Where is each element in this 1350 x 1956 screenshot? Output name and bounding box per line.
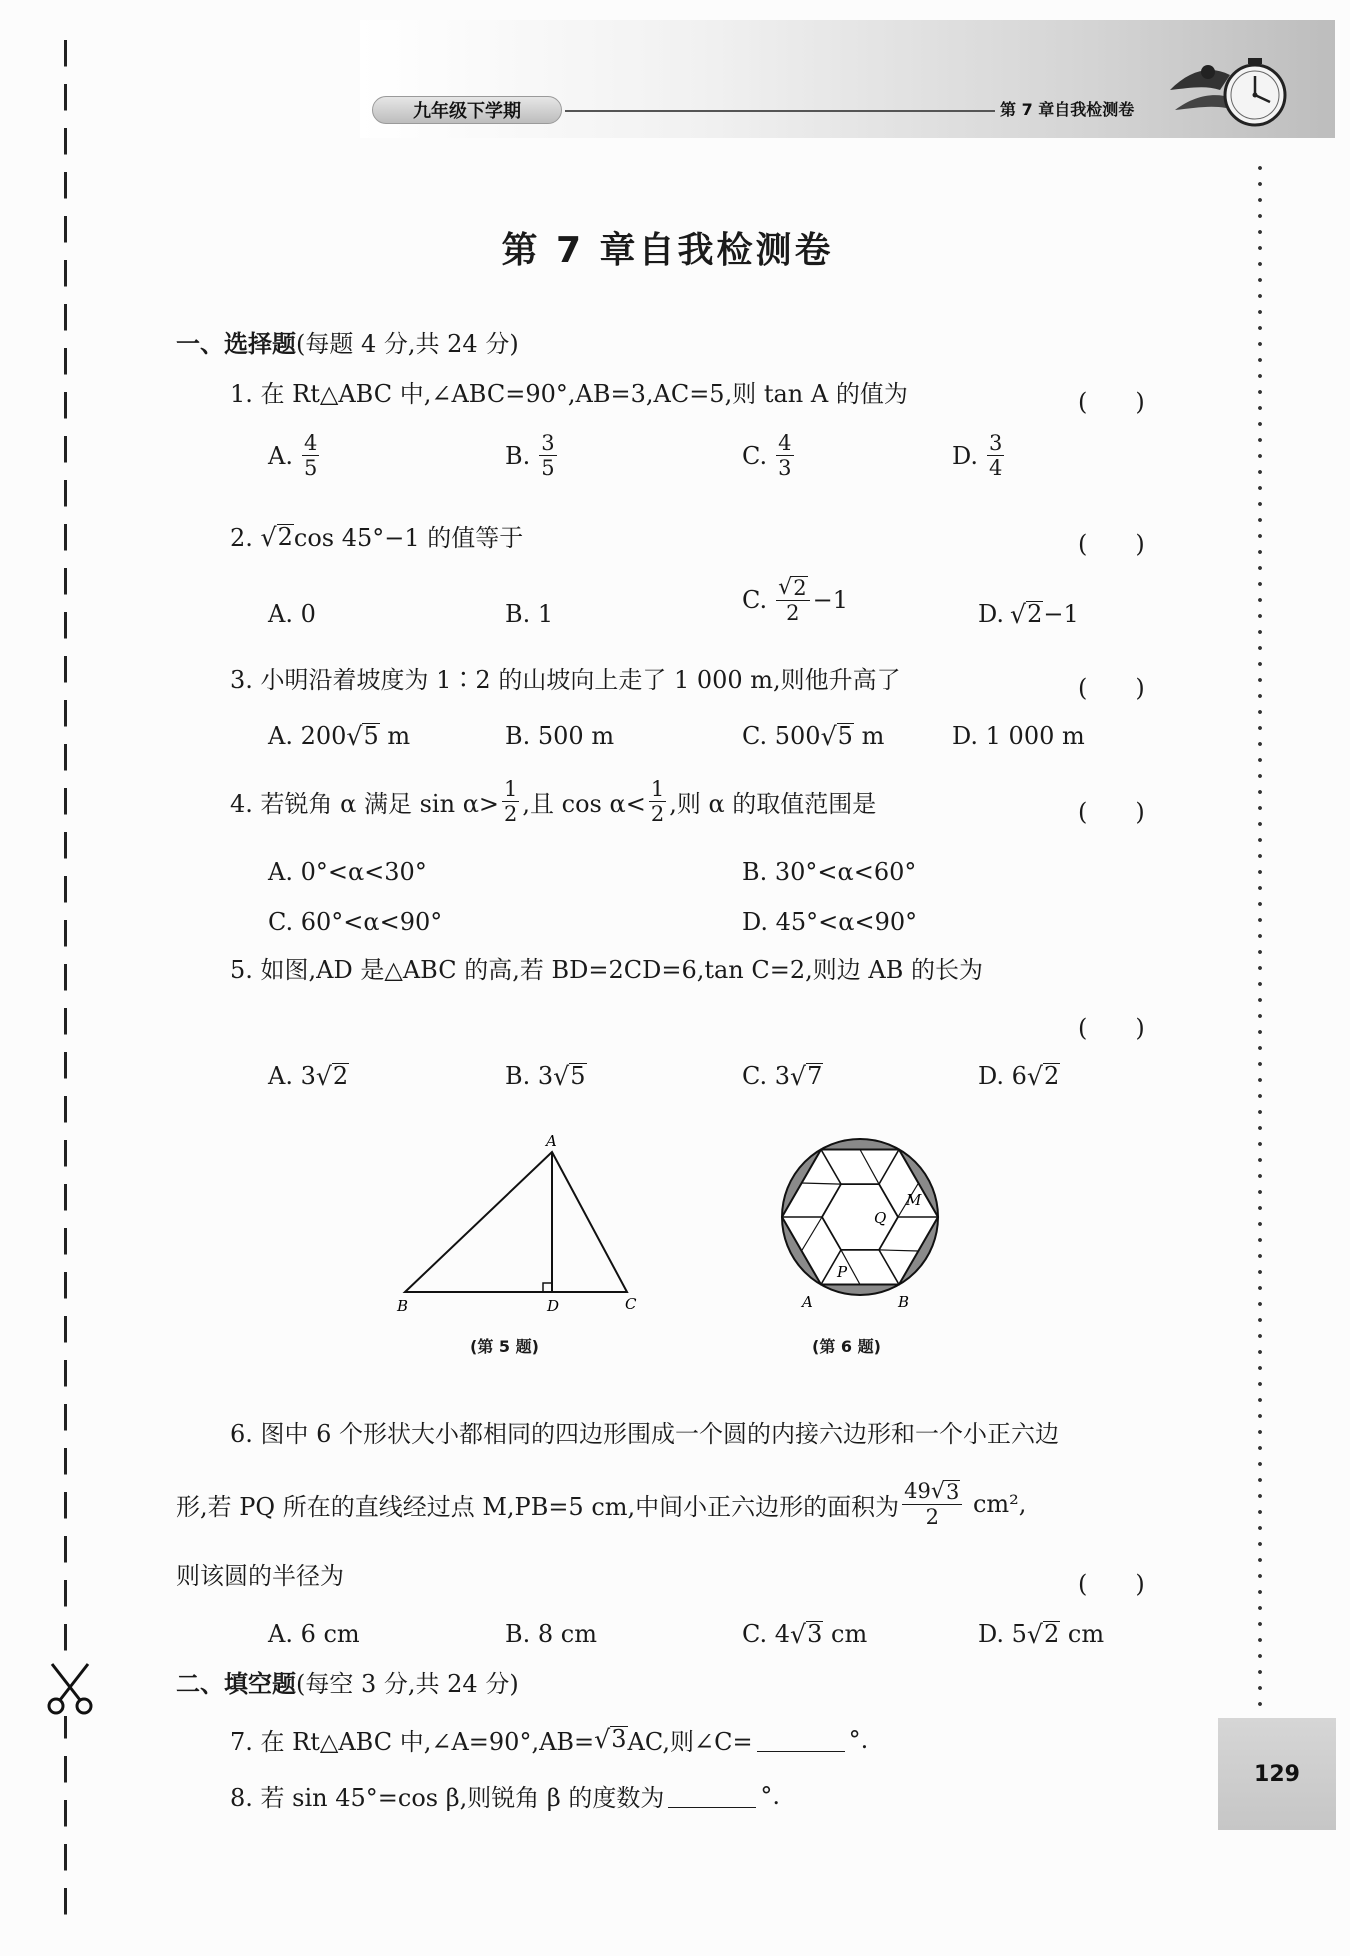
fig6-label-a: A	[802, 1293, 813, 1311]
q6-option-d[interactable]: D. 5 √ 2 cm	[978, 1619, 1105, 1649]
header-chapter-label: 第 7 章自我检测卷	[1000, 100, 1135, 119]
answer-blank-7[interactable]	[757, 1728, 845, 1752]
answer-paren-1: ( )	[1078, 388, 1145, 416]
q4-option-b[interactable]: B. 30°<α<60°	[742, 858, 917, 886]
fraction: $\frac{1}{2}$	[650, 777, 665, 827]
q2-option-d[interactable]: D. √ 2 −1	[978, 599, 1079, 629]
q4-option-c[interactable]: C. 60°<α<90°	[268, 908, 443, 936]
q1-option-a[interactable]	[268, 432, 322, 479]
q4-option-d[interactable]: D. 45°<α<90°	[742, 908, 918, 936]
runner-clock-logo-icon	[1160, 50, 1300, 140]
figure-5-caption: (第 5 题)	[470, 1337, 539, 1356]
q6-option-c[interactable]: C. 4 √ 3 cm	[742, 1619, 868, 1649]
q5-option-a[interactable]: A. 3 √ 2	[268, 1061, 349, 1091]
q3-option-d[interactable]: D. 1 000 m	[952, 722, 1085, 750]
fig6-label-p: P	[837, 1263, 848, 1281]
fraction: $\frac{3}{4}$	[989, 431, 1003, 481]
sqrt: √ 7	[790, 1061, 823, 1091]
question-2-text: 2. √ 2 cos 45°−1 的值等于	[230, 522, 524, 552]
q2-option-a[interactable]: A. 0	[268, 600, 316, 628]
question-3-text: 3. 小明沿着坡度为 1∶2 的山坡向上走了 1 000 m,则他升高了	[230, 666, 901, 694]
fig5-label-d: D	[547, 1297, 560, 1315]
answer-paren-2: ( )	[1078, 530, 1145, 558]
section-2-note: (每空 3 分,共 24 分)	[296, 1670, 519, 1698]
fraction: $\frac{4}{5}$	[303, 431, 318, 481]
fig6-label-m: M	[906, 1191, 922, 1209]
section-1-note: (每题 4 分,共 24 分)	[296, 330, 519, 358]
grade-badge: 九年级下学期	[372, 96, 562, 124]
sqrt: √ 2	[1010, 599, 1043, 629]
fig6-label-b: B	[898, 1293, 910, 1311]
page-number: 129	[1218, 1718, 1336, 1830]
sqrt: √ 3	[594, 1725, 627, 1755]
question-6-line-3: 则该圆的半径为	[176, 1562, 344, 1590]
section-1-heading	[176, 332, 519, 356]
section-2-title: 二、填空题	[176, 1670, 296, 1698]
fig5-label-a: A	[546, 1132, 557, 1150]
answer-paren-6: ( )	[1078, 1570, 1145, 1598]
question-7-text: 7. 在 Rt△ABC 中,∠A=90°,AB= √ 3 AC,则∠C= °.	[230, 1725, 869, 1756]
question-5-text: 5. 如图,AD 是△ABC 的高,若 BD=2CD=6,tan C=2,则边 AB 的长为	[230, 956, 983, 984]
q1-option-b[interactable]	[505, 432, 560, 479]
q1-option-d[interactable]	[952, 432, 1007, 479]
question-6-line-1: 6. 图中 6 个形状大小都相同的四边形围成一个圆的内接六边形和一个小正六边	[230, 1420, 1060, 1448]
fraction: $\frac{3}{5}$	[541, 431, 555, 481]
q6-option-b[interactable]: B. 8 cm	[505, 1620, 597, 1648]
figure-5-triangle	[385, 1130, 645, 1315]
section-2-heading	[176, 1672, 519, 1696]
fraction: √ 2 2	[776, 576, 809, 624]
sqrt: √ 2	[315, 1061, 349, 1091]
q3-option-b[interactable]: B. 500 m	[505, 722, 615, 750]
answer-paren-4: ( )	[1078, 798, 1145, 826]
q3-option-c[interactable]: C. 500 √ 5 m	[742, 721, 885, 751]
question-1-text: 1. 在 Rt△ABC 中,∠ABC=90°,AB=3,AC=5,则 tan A 的值为	[230, 380, 908, 408]
dotted-margin	[1258, 160, 1262, 1720]
q5-option-c[interactable]: C. 3 √ 7	[742, 1061, 823, 1091]
sqrt: √ 2	[260, 522, 293, 552]
cut-line	[64, 40, 67, 1920]
fraction: $\frac{1}{2}$	[504, 777, 518, 827]
q2-option-c[interactable]: C. √ 2 2 −1	[742, 575, 848, 626]
fig5-label-c: C	[625, 1295, 637, 1313]
sqrt: √ 3	[790, 1619, 823, 1649]
q1-option-c[interactable]	[742, 432, 797, 479]
answer-paren-5: ( )	[1078, 1014, 1145, 1042]
scissors-icon	[44, 1660, 96, 1716]
section-1-title: 一、选择题	[176, 330, 296, 358]
question-4-text: 4. 若锐角 α 满足 sin α> $\frac{1}{2}$ ,且 cos α< $\frac{1}{2}$ ,则 α 的取值范围是	[230, 777, 877, 827]
sqrt: √ 2	[1026, 1061, 1060, 1091]
fraction: 49 √ 3 2	[902, 1480, 962, 1528]
answer-paren-3: ( )	[1078, 674, 1145, 702]
option-label: C.	[742, 441, 768, 470]
q4-option-a[interactable]: A. 0°<α<30°	[268, 858, 427, 886]
page-title: 第 7 章自我检测卷	[501, 230, 834, 271]
answer-blank-8[interactable]	[668, 1784, 756, 1808]
q5-option-d[interactable]: D. 6 √ 2	[978, 1061, 1060, 1091]
q6-option-a[interactable]: A. 6 cm	[268, 1620, 360, 1648]
option-label: D.	[952, 441, 979, 470]
figure-6-hexagon-circle	[770, 1135, 950, 1320]
sqrt: √ 5	[820, 721, 853, 751]
sqrt: √ 5	[553, 1061, 586, 1091]
option-label: B.	[505, 441, 531, 470]
fig6-label-q: Q	[874, 1209, 887, 1227]
q5-option-b[interactable]: B. 3 √ 5	[505, 1061, 586, 1091]
q3-option-a[interactable]: A. 200 √ 5 m	[268, 721, 411, 751]
sqrt: √ 5	[346, 721, 379, 751]
fig5-label-b: B	[397, 1297, 409, 1315]
sqrt: √ 2	[1026, 1619, 1060, 1649]
q2-option-b[interactable]: B. 1	[505, 600, 554, 628]
figure-6-caption: (第 6 题)	[812, 1337, 881, 1356]
fraction: $\frac{4}{3}$	[778, 431, 792, 481]
option-label: A.	[268, 441, 293, 470]
question-8-text: 8. 若 sin 45°=cos β,则锐角 β 的度数为 °.	[230, 1781, 780, 1812]
question-6-line-2: 形,若 PQ 所在的直线经过点 M,PB=5 cm,中间小正六边形的面积为 49 √ 3 2 cm²,	[176, 1479, 1027, 1530]
header-rule	[565, 110, 995, 112]
